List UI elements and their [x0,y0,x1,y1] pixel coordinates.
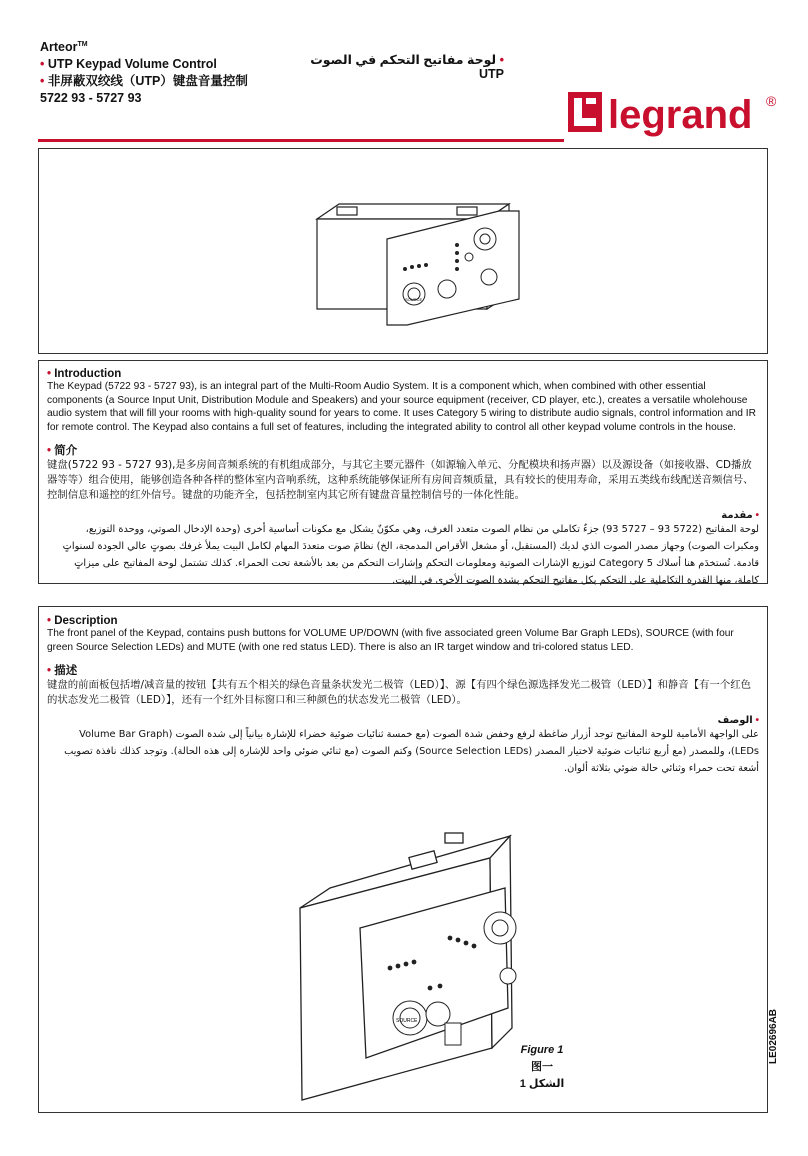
introduction-heading-en: • Introduction [47,368,122,380]
legrand-logo [562,84,782,140]
logo-registered-mark: ® [766,93,777,109]
logo-wordmark: legrand [608,93,753,137]
figure-label-en: Figure 1 [520,1044,564,1056]
keypad-device-illustration [39,149,767,353]
product-title-cn: • 非屏蔽双绞线（UTP）键盘音量控制 [40,74,248,89]
introduction-heading-cn: • 简介 [47,445,78,458]
svg-text:SOURCE: SOURCE [405,297,423,302]
product-title-en: • UTP Keypad Volume Control [40,57,217,72]
introduction-heading-ar: • مقدمة [721,510,759,522]
introduction-section [38,360,768,587]
figure-label-ar: الشكل 1 [519,1078,565,1090]
description-text-en: The front panel of the Keypad, contains push buttons for VOLUME UP/DOWN (with five associated green Volume Bar Graph LEDs), SOURCE (with four green Source Selection LEDs) and MUTE (with one red status LED). There is also an IR target window and tri-colored status LED. [47,628,734,653]
description-heading-ar: • الوصف [717,715,759,727]
introduction-text-cn: 键盘(5722 93 - 5727 93),是多房间音频系统的有机组成部分，与其它主要元器件（如源输入单元、分配模块和扬声器）以及源设备（如接收器、CD播放器等等）组合使用，能够创造各种各样的整体室内音响系统，这种系统能够保证所有房间音频质量，具有较长的使用寿命，采用五类线布线配送音频信号、控制信息和遥控的红外信号。键盘的功能齐全，包括控制室内其它所有键盘音量控制信号的一体化性能。 [47,459,754,501]
description-text-ar: على الواجهة الأمامية للوحة المفاتيح توجد أزرار ضاغطة لرفع وخفض شدة الصوت (مع خمسة ثنائيات ضوئية خضراء للإشارة بيانياً إلى شدة الصوت (Volume Bar Graph LEDs)، وللمصدر (مع أربع ثنائيات ضوئية لاختيار المصدر (Source Selection LEDs) وكتم الصوت (مع ثنائي ضوئي واحد للإشارة إلى هذه الحالة). وتوجد كذلك نافذة تصويب أشعة تحت حمراء وثنائي حالة ضوئي بثلاثة ألوان. [64,729,759,775]
description-heading-en: • Description [47,615,118,627]
top-figure-frame [38,148,768,354]
header-rule [38,139,564,142]
figure-caption [500,1042,584,1093]
product-codes: 5722 93 - 5727 93 [40,91,142,106]
description-heading-cn: • 描述 [47,665,78,678]
description-text-cn: 键盘的前面板包括增/减音量的按钮【共有五个相关的绿色音量条状发光二极管（LED）】、源【有四个绿色源选择发光二极管（LED）】和静音【有一个红色的状态发光二极管（LED）】，还有一个红外目标窗口和三种颜色的状态发光二极管（LED）。 [47,679,751,706]
document-id: LE02696AB [768,1008,779,1064]
brand-line: Arteor™ [40,40,88,55]
introduction-text-ar: لوحة المفاتيح (5722 93 – 5727 93) جزءٌ تكاملي من نظام الصوت متعدد الغرف، وهي مكوّنٌ يشكل مع مكونات أساسية أخرى (وحدة الإدخال الصوتي، ووحدة التوزيع، ومكبرات الصوت) وجهاز مصدر الصوت الذي لديك (المستقبل، أو مشغل الأقراص المدمجة، الخ) نظامَ صوت متعددَ المهام لكامل البيت يملأ غرفك بصوتٍ عالي الجودة لسنواتٍ قادمة. تُستخدَم هنا أسلاك Category 5 لتوزيع الإشارات الصوتية ومعلومات التحكم وإشارات التحكم من بعد بالأشعة تحت الحمراء. كذلك تشتمل لوحة المفاتيح على ميزاتٍ كاملة، منها القدرة التكاملية على التحكم بكل مفاتيح التحكم بشدة الصوت الأخرى في البيت. [62,524,759,587]
figure-label-cn: 图一 [531,1061,553,1073]
header-block [40,36,248,107]
introduction-text-en: The Keypad (5722 93 - 5727 93), is an integral part of the Multi-Room Audio System. It is a component which, when combined with other essential components (a Source Input Unit, Distribution Module and Speakers) and your source equipment (receiver, CD player, etc.), creates a versatile wholehouse audio system that will fill your rooms with high-quality sound for years to come. It uses Category 5 wiring to distribute audio signals, control information and IR for remote control. The Keypad also contains a full set of features, including the integrated ability to control all other keypad volume controls in the house. [47,381,756,433]
svg-text:SOURCE: SOURCE [396,1018,418,1024]
product-title-ar: • لوحة مفاتيح التحكم في الصوت UTP [310,53,504,81]
